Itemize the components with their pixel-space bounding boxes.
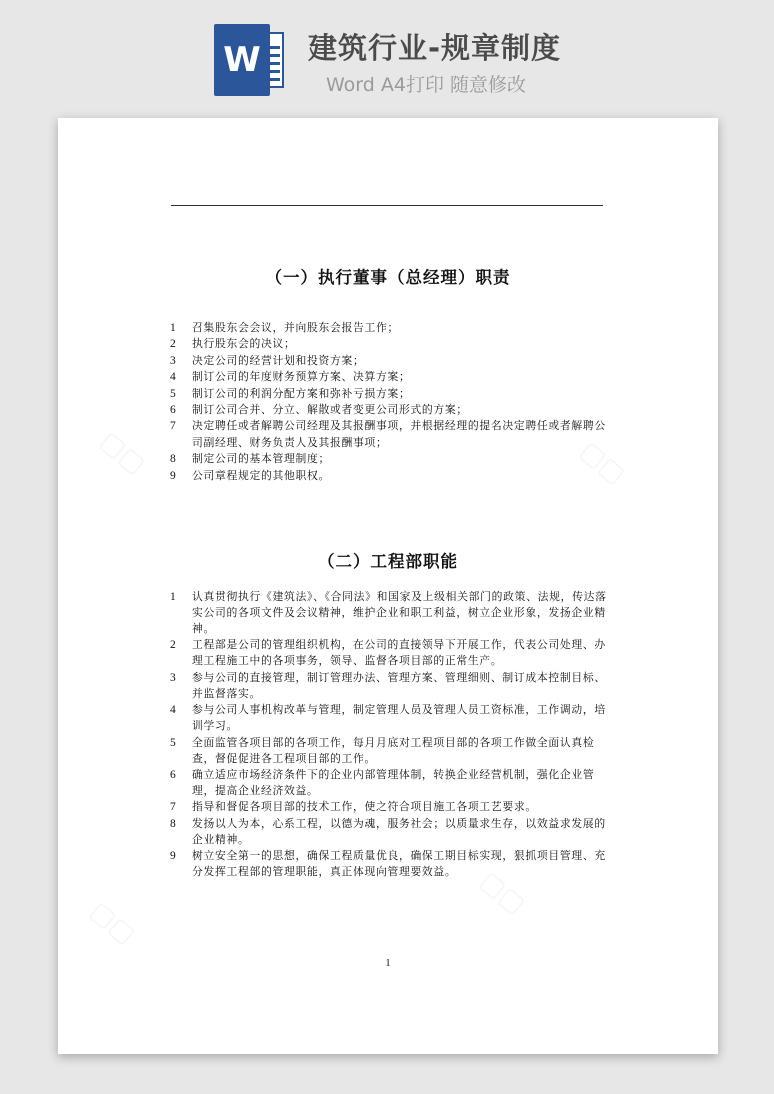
- list-item: 1 召集股东会会议，并向股东会报告工作；: [170, 321, 399, 334]
- engineering-functions-list: [170, 589, 610, 881]
- list-item: 7 决定聘任或者解聘公司经理及其报酬事项，并根据经理的提名决定聘任或者解聘公司副经理、财务负责人及其报酬事项；: [170, 419, 606, 449]
- section-title-executive-duties: （一）执行董事（总经理）职责: [265, 268, 511, 287]
- watermark-shape: ▢▢: [84, 895, 142, 951]
- list-item: 1 认真贯彻执行《建筑法》、《合同法》和国家及上级相关部门的政策、法规，传达落实公司的各项文件及会议精神，维护企业和职工利益，树立企业形象，发扬企业精神。: [170, 590, 607, 635]
- list-item: 9 树立安全第一的思想，确保工程质量优良，确保工期目标实现，狠抓项目管理、充分发挥工程部的管理职能，真正体现向管理要效益。: [170, 849, 606, 879]
- header-rule: [171, 205, 603, 206]
- watermark-shape: ▢▢: [574, 435, 632, 491]
- word-icon: [214, 24, 286, 96]
- list-item: 6 制订公司合并、分立、解散或者变更公司形式的方案；: [170, 403, 468, 417]
- section-title-engineering-functions: （二）工程部职能: [318, 552, 458, 571]
- list-item: 6 确立适应市场经济条件下的企业内部管理体制，转换企业经营机制，强化企业管理，提高企业经济效益。: [170, 767, 595, 797]
- list-item: 9 公司章程规定的其他职权。: [170, 468, 330, 482]
- page-number: 1: [385, 957, 391, 969]
- list-item: 8 制定公司的基本管理制度；: [170, 452, 330, 466]
- document-page: [58, 118, 718, 1054]
- list-item: 3 决定公司的经营计划和投资方案；: [170, 353, 365, 367]
- list-item: 2 工程部是公司的管理组织机构，在公司的直接领导下开展工作，代表公司处理、办理工程施工中的各项事务，领导、监督各项目部的正常生产。: [170, 638, 606, 668]
- list-item: 4 参与公司人事机构改革与管理，制定管理人员及管理人员工资标准，工作调动，培训学习。: [170, 703, 606, 733]
- watermark-shape: ▢▢: [94, 425, 152, 481]
- executive-duties-list: [170, 320, 610, 484]
- banner: [0, 0, 774, 110]
- list-item: 3 参与公司的直接管理，制订管理办法、管理方案、管理细则、制订成本控制目标、并监督落实。: [170, 670, 606, 700]
- list-item: 5 制订公司的利润分配方案和弥补亏损方案；: [170, 386, 411, 400]
- list-item: 5 全面监管各项目部的各项工作，每月月底对工程项目部的各项工作做全面认真检查，督促促进各工程项目部的工作。: [170, 735, 595, 765]
- list-item: 4 制订公司的年度财务预算方案、决算方案；: [170, 370, 411, 384]
- list-item: 8 发扬以人为本，心系工程，以德为魂，服务社会；以质量求生存，以效益求发展的企业精神。: [170, 816, 606, 846]
- word-icon-letter: W: [214, 24, 270, 96]
- banner-title: 建筑行业-规章制度: [308, 31, 562, 65]
- watermark-shape: ▢▢: [474, 865, 532, 921]
- banner-subtitle: Word A4打印 随意修改: [326, 74, 527, 96]
- list-item: 2 执行股东会的决议；: [170, 337, 296, 351]
- list-item: 7 指导和督促各项目部的技术工作，使之符合项目施工各项工艺要求。: [170, 800, 537, 814]
